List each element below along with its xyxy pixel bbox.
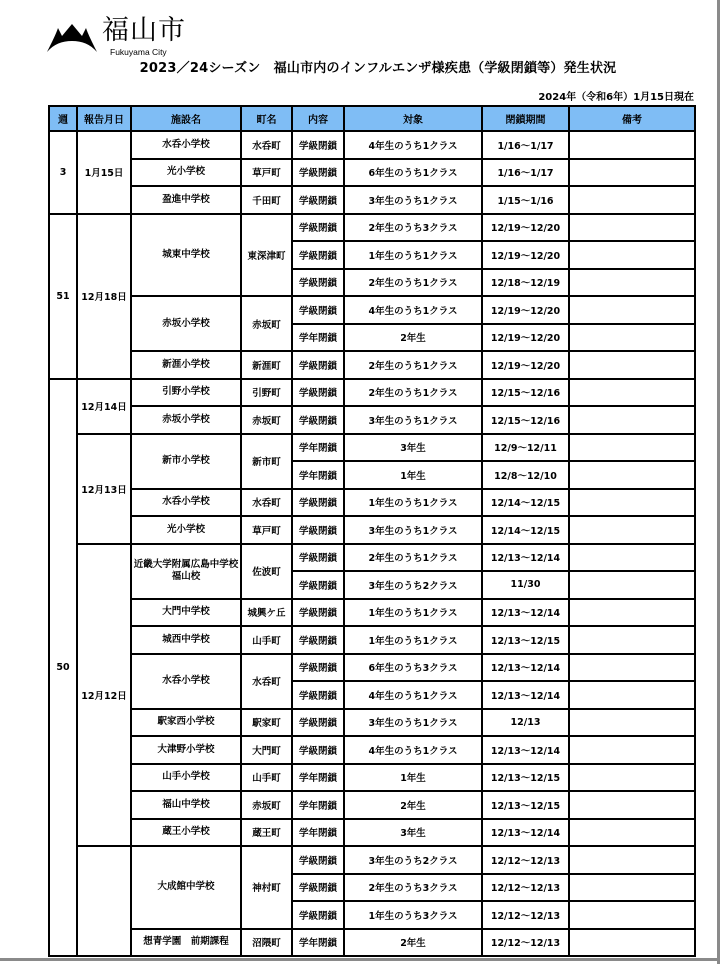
closure-type-cell: 学年閉鎖: [292, 434, 344, 462]
town-cell: 赤坂町: [241, 296, 292, 351]
notes-cell: [569, 929, 695, 957]
town-cell: 蔵王町: [241, 819, 292, 847]
target-cell: 2年生のうち3クラス: [344, 874, 482, 902]
target-cell: 2年生: [344, 791, 482, 819]
table-row: [49, 791, 695, 819]
closure-period-cell: 12/13: [482, 709, 569, 737]
town-cell: 山手町: [241, 626, 292, 654]
facility-name-cell: 水呑小学校: [131, 489, 241, 517]
target-cell: 2年生: [344, 929, 482, 957]
table-row: [49, 709, 695, 737]
notes-cell: [569, 709, 695, 737]
town-cell: 新涯町: [241, 351, 292, 379]
target-cell: 3年生のうち1クラス: [344, 709, 482, 737]
notes-cell: [569, 131, 695, 159]
target-cell: 2年生: [344, 324, 482, 352]
town-cell: 草戸町: [241, 159, 292, 187]
notes-cell: [569, 819, 695, 847]
closure-period-cell: 12/19～12/20: [482, 296, 569, 324]
target-cell: 1年生のうち1クラス: [344, 241, 482, 269]
table-row: [49, 516, 695, 544]
notes-cell: [569, 269, 695, 297]
closure-type-cell: 学級閉鎖: [292, 351, 344, 379]
target-cell: 1年生のうち1クラス: [344, 489, 482, 517]
notes-cell: [569, 736, 695, 764]
closure-type-cell: 学級閉鎖: [292, 296, 344, 324]
closure-period-cell: 12/13～12/14: [482, 819, 569, 847]
closure-period-cell: 12/14～12/15: [482, 489, 569, 517]
town-cell: 沼隈町: [241, 929, 292, 957]
closure-type-cell: 学級閉鎖: [292, 901, 344, 929]
table-row: [49, 159, 695, 187]
closure-type-cell: 学級閉鎖: [292, 159, 344, 187]
report-date-cell: 1月15日: [77, 131, 131, 214]
facility-name-cell: 駅家西小学校: [131, 709, 241, 737]
table-row: [49, 846, 695, 874]
target-cell: 1年生: [344, 461, 482, 489]
closure-type-cell: 学級閉鎖: [292, 846, 344, 874]
closure-period-cell: 12/19～12/20: [482, 324, 569, 352]
closure-type-cell: 学年閉鎖: [292, 929, 344, 957]
closure-period-cell: 12/8～12/10: [482, 461, 569, 489]
notes-cell: [569, 489, 695, 517]
closure-period-cell: 12/12～12/13: [482, 874, 569, 902]
closure-type-cell: 学級閉鎖: [292, 214, 344, 242]
week-cell: 50: [49, 379, 77, 957]
header-target: 対象: [344, 106, 482, 131]
header-week: 週: [49, 106, 77, 131]
facility-name-cell: 大門中学校: [131, 599, 241, 627]
target-cell: 4年生のうち1クラス: [344, 681, 482, 709]
closure-period-cell: 12/15～12/16: [482, 406, 569, 434]
facility-name-cell: 水呑小学校: [131, 131, 241, 159]
facility-name-cell: 想青学園 前期課程: [131, 929, 241, 957]
closure-type-cell: 学級閉鎖: [292, 544, 344, 572]
closure-type-cell: 学年閉鎖: [292, 461, 344, 489]
report-date-cell: 12月18日: [77, 214, 131, 379]
notes-cell: [569, 874, 695, 902]
closure-period-cell: 12/19～12/20: [482, 241, 569, 269]
table-row: [49, 764, 695, 792]
target-cell: 2年生のうち3クラス: [344, 214, 482, 242]
closure-type-cell: 学級閉鎖: [292, 489, 344, 517]
closure-type-cell: 学年閉鎖: [292, 791, 344, 819]
table-row: [49, 131, 695, 159]
closure-period-cell: 12/12～12/13: [482, 929, 569, 957]
facility-name-cell: 大津野小学校: [131, 736, 241, 764]
town-cell: 赤坂町: [241, 406, 292, 434]
target-cell: 1年生のうち3クラス: [344, 901, 482, 929]
facility-name-cell: 赤坂小学校: [131, 406, 241, 434]
fukuyama-mountain-logo-icon: [46, 22, 98, 56]
closure-type-cell: 学級閉鎖: [292, 131, 344, 159]
closure-period-cell: 12/18～12/19: [482, 269, 569, 297]
notes-cell: [569, 379, 695, 407]
report-date-cell: [77, 846, 131, 956]
notes-cell: [569, 901, 695, 929]
logo-kanji: 福山市: [102, 15, 186, 46]
town-cell: 千田町: [241, 186, 292, 214]
closure-type-cell: 学級閉鎖: [292, 186, 344, 214]
table-row: [49, 434, 695, 462]
facility-name-cell: 盈進中学校: [131, 186, 241, 214]
closure-type-cell: 学年閉鎖: [292, 819, 344, 847]
town-cell: 水呑町: [241, 131, 292, 159]
closure-period-cell: 12/13～12/15: [482, 764, 569, 792]
notes-cell: [569, 571, 695, 599]
closure-period-cell: 12/9～12/11: [482, 434, 569, 462]
target-cell: 3年生のうち2クラス: [344, 571, 482, 599]
target-cell: 1年生: [344, 764, 482, 792]
facility-name-cell: 新涯小学校: [131, 351, 241, 379]
table-row: [49, 406, 695, 434]
table-body: [49, 131, 695, 956]
facility-name-cell: 引野小学校: [131, 379, 241, 407]
closure-period-cell: 12/14～12/15: [482, 516, 569, 544]
table-row: [49, 186, 695, 214]
closure-period-cell: 1/15～1/16: [482, 186, 569, 214]
closure-period-cell: 12/13～12/15: [482, 791, 569, 819]
closure-period-cell: 12/13～12/14: [482, 736, 569, 764]
target-cell: 4年生のうち1クラス: [344, 736, 482, 764]
header-content: 内容: [292, 106, 344, 131]
table-row: [49, 819, 695, 847]
closure-period-cell: 12/19～12/20: [482, 214, 569, 242]
facility-name-cell: 蔵王小学校: [131, 819, 241, 847]
target-cell: 1年生のうち1クラス: [344, 626, 482, 654]
notes-cell: [569, 764, 695, 792]
target-cell: 2年生のうち1クラス: [344, 351, 482, 379]
closure-period-cell: 12/13～12/14: [482, 544, 569, 572]
closure-type-cell: 学級閉鎖: [292, 599, 344, 627]
town-cell: 城興ケ丘: [241, 599, 292, 627]
report-date-cell: 12月14日: [77, 379, 131, 434]
header-facility: 施設名: [131, 106, 241, 131]
table-row: [49, 599, 695, 627]
closure-type-cell: 学級閉鎖: [292, 654, 344, 682]
table-row: [49, 489, 695, 517]
town-cell: 水呑町: [241, 489, 292, 517]
facility-name-cell: 水呑小学校: [131, 654, 241, 709]
closure-period-cell: 12/13～12/15: [482, 626, 569, 654]
target-cell: 4年生のうち1クラス: [344, 296, 482, 324]
closure-period-cell: 1/16～1/17: [482, 131, 569, 159]
closure-type-cell: 学級閉鎖: [292, 681, 344, 709]
closure-period-cell: 11/30: [482, 571, 569, 599]
facility-name-cell: 城東中学校: [131, 214, 241, 297]
closure-period-cell: 1/16～1/17: [482, 159, 569, 187]
document-title: 2023／24シーズン 福山市内のインフルエンザ様疾患（学級閉鎖等）発生状況: [139, 61, 617, 76]
table-row: [49, 296, 695, 324]
notes-cell: [569, 846, 695, 874]
facility-name-cell: 福山中学校: [131, 791, 241, 819]
town-cell: 東深津町: [241, 214, 292, 297]
closure-period-cell: 12/15～12/16: [482, 379, 569, 407]
notes-cell: [569, 159, 695, 187]
closure-type-cell: 学級閉鎖: [292, 571, 344, 599]
target-cell: 3年生: [344, 819, 482, 847]
target-cell: 2年生のうち1クラス: [344, 379, 482, 407]
closure-type-cell: 学級閉鎖: [292, 736, 344, 764]
town-cell: 大門町: [241, 736, 292, 764]
closure-type-cell: 学級閉鎖: [292, 874, 344, 902]
target-cell: 3年生のうち1クラス: [344, 406, 482, 434]
closure-type-cell: 学年閉鎖: [292, 764, 344, 792]
facility-name-cell: 城西中学校: [131, 626, 241, 654]
week-cell: 51: [49, 214, 77, 379]
table-row: [49, 929, 695, 957]
closure-period-cell: 12/19～12/20: [482, 351, 569, 379]
report-date-cell: 12月12日: [77, 544, 131, 847]
closure-type-cell: 学級閉鎖: [292, 241, 344, 269]
target-cell: 3年生のうち1クラス: [344, 186, 482, 214]
closure-type-cell: 学級閉鎖: [292, 406, 344, 434]
town-cell: 山手町: [241, 764, 292, 792]
closure-period-cell: 12/13～12/14: [482, 681, 569, 709]
target-cell: 3年生のうち1クラス: [344, 516, 482, 544]
report-date-cell: 12月13日: [77, 434, 131, 544]
closure-period-cell: 12/12～12/13: [482, 901, 569, 929]
notes-cell: [569, 324, 695, 352]
facility-name-cell: 光小学校: [131, 159, 241, 187]
notes-cell: [569, 516, 695, 544]
logo-english: Fukuyama City: [110, 47, 167, 57]
town-cell: 神村町: [241, 846, 292, 929]
notes-cell: [569, 351, 695, 379]
table-row: [49, 379, 695, 407]
table-header-row: [49, 106, 695, 131]
target-cell: 6年生のうち1クラス: [344, 159, 482, 187]
notes-cell: [569, 791, 695, 819]
header-report-date: 報告月日: [77, 106, 131, 131]
closure-type-cell: 学級閉鎖: [292, 709, 344, 737]
target-cell: 1年生のうち1クラス: [344, 599, 482, 627]
notes-cell: [569, 406, 695, 434]
table-row: [49, 654, 695, 682]
target-cell: 2年生のうち1クラス: [344, 544, 482, 572]
table-row: [49, 736, 695, 764]
week-cell: 3: [49, 131, 77, 214]
closure-type-cell: 学級閉鎖: [292, 379, 344, 407]
town-cell: 水呑町: [241, 654, 292, 709]
table-row: [49, 351, 695, 379]
facility-name-cell: 光小学校: [131, 516, 241, 544]
target-cell: 2年生のうち1クラス: [344, 269, 482, 297]
notes-cell: [569, 241, 695, 269]
notes-cell: [569, 544, 695, 572]
town-cell: 佐波町: [241, 544, 292, 599]
as-of-date: 2024年（令和6年）1月15日現在: [538, 92, 694, 103]
page-edge-bottom: [0, 958, 720, 961]
notes-cell: [569, 654, 695, 682]
facility-name-cell: 大成館中学校: [131, 846, 241, 929]
notes-cell: [569, 626, 695, 654]
table-row: [49, 544, 695, 572]
closure-report-table: [48, 105, 696, 957]
notes-cell: [569, 599, 695, 627]
closure-period-cell: 12/13～12/14: [482, 599, 569, 627]
town-cell: 赤坂町: [241, 791, 292, 819]
closure-period-cell: 12/13～12/14: [482, 654, 569, 682]
facility-name-cell: 赤坂小学校: [131, 296, 241, 351]
target-cell: 4年生のうち1クラス: [344, 131, 482, 159]
closure-period-cell: 12/12～12/13: [482, 846, 569, 874]
target-cell: 3年生: [344, 434, 482, 462]
town-cell: 新市町: [241, 434, 292, 489]
town-cell: 駅家町: [241, 709, 292, 737]
header-closure-period: 閉鎖期間: [482, 106, 569, 131]
notes-cell: [569, 461, 695, 489]
closure-type-cell: 学年閉鎖: [292, 324, 344, 352]
facility-name-cell: 山手小学校: [131, 764, 241, 792]
header-notes: 備考: [569, 106, 695, 131]
closure-type-cell: 学級閉鎖: [292, 269, 344, 297]
closure-type-cell: 学級閉鎖: [292, 626, 344, 654]
town-cell: 引野町: [241, 379, 292, 407]
table-row: [49, 214, 695, 242]
facility-name-cell: 新市小学校: [131, 434, 241, 489]
notes-cell: [569, 434, 695, 462]
target-cell: 6年生のうち3クラス: [344, 654, 482, 682]
notes-cell: [569, 186, 695, 214]
notes-cell: [569, 681, 695, 709]
facility-name-cell: 近畿大学附属広島中学校 福山校: [131, 544, 241, 599]
town-cell: 草戸町: [241, 516, 292, 544]
closure-type-cell: 学級閉鎖: [292, 516, 344, 544]
notes-cell: [569, 214, 695, 242]
notes-cell: [569, 296, 695, 324]
header-town: 町名: [241, 106, 292, 131]
table-row: [49, 626, 695, 654]
city-logo: [46, 16, 186, 57]
target-cell: 3年生のうち2クラス: [344, 846, 482, 874]
